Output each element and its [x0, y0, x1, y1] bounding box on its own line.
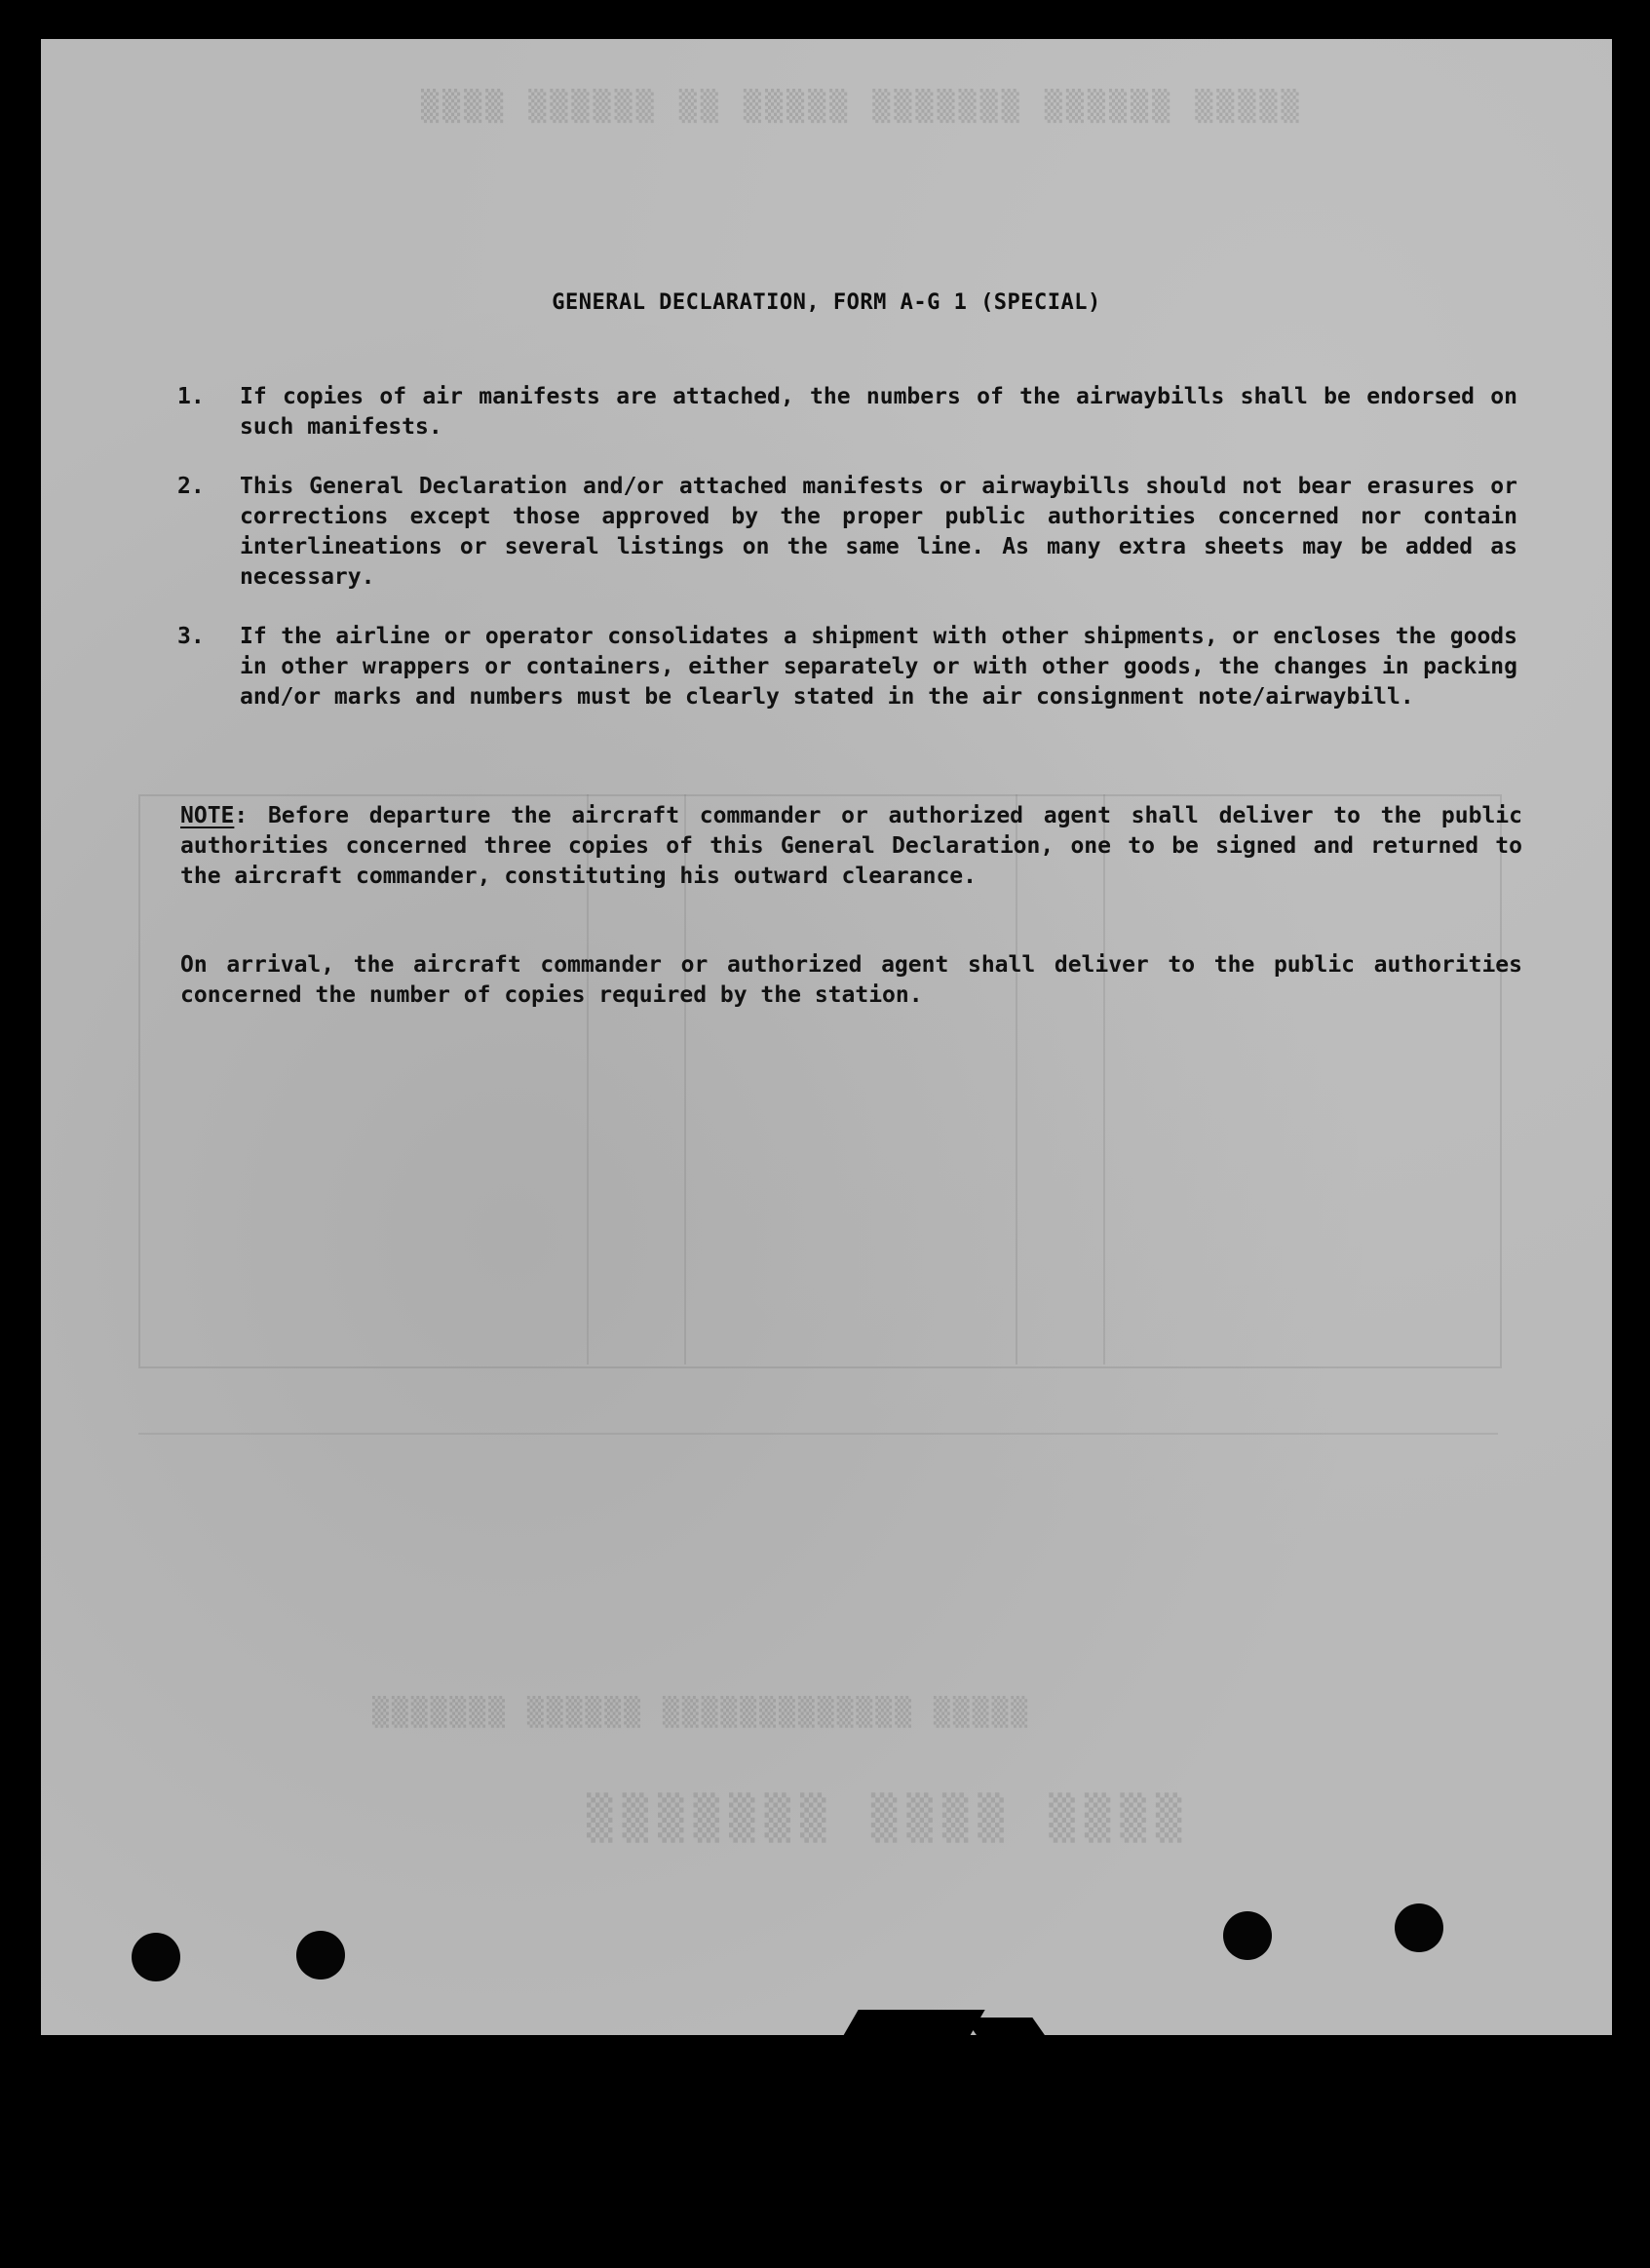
item-text: If copies of air manifests are attached, the numbers of the airwaybills shall be endorsed on such manifests.: [240, 384, 1517, 440]
torn-edge: [841, 2010, 984, 2035]
arrival-paragraph: On arrival, the aircraft commander or authorized agent shall deliver to the public authorities concerned the number of copies required by the station.: [180, 952, 1522, 1008]
bleed-through-text: ▒▒▒▒▒▒▒ ▒▒▒▒▒▒ ▒▒▒▒▒▒▒▒▒▒▒▒▒ ▒▒▒▒▒: [372, 1696, 1031, 1728]
document-page: [41, 39, 1612, 2035]
note-paragraph: [180, 801, 1522, 892]
item-text: If the airline or operator consolidates a shipment with other shipments, or encloses the goods in other wrappers or containers, either separately or with other goods, the changes in packing and/or marks and numbers must be clearly stated in the air consignment note/airwaybill.: [240, 624, 1517, 710]
punch-hole: [1223, 1911, 1272, 1960]
bleed-through-heading: ▒▒▒▒ ▒▒▒▒▒▒ ▒▒ ▒▒▒▒▒ ▒▒▒▒▒▒▒ ▒▒▒▒▒▒ ▒▒▒▒▒: [421, 90, 1303, 124]
item-text: This General Declaration and/or attached manifests or airwaybills should not bear erasures or corrections except those approved by the proper public authorities concerned nor contain interlineations or several listings on the same line. As many extra sheets may be added as necessary.: [240, 474, 1517, 590]
punch-hole: [132, 1933, 180, 1981]
bleed-through-stamp: ▒▒▒▒▒▒▒ ▒▒▒▒ ▒▒▒▒: [587, 1793, 1192, 1843]
instruction-item: [177, 472, 1517, 593]
punch-hole: [296, 1931, 345, 1980]
item-number: 2.: [177, 474, 205, 499]
torn-edge: [964, 2018, 1047, 2035]
item-number: 3.: [177, 624, 205, 649]
form-title: GENERAL DECLARATION, FORM A-G 1 (SPECIAL): [552, 290, 1101, 315]
item-number: 1.: [177, 384, 205, 409]
note-label: NOTE: [180, 803, 235, 828]
punch-hole: [1395, 1903, 1443, 1952]
instruction-item: [177, 622, 1517, 712]
note-text: : Before departure the aircraft commander or authorized agent shall deliver to the public authorities concerned three copies of this General Declaration, one to be signed and returned to the aircraft commander, constituting his outward clearance.: [180, 803, 1522, 889]
bleed-through-line: [138, 1433, 1498, 1435]
instruction-item: [177, 382, 1517, 442]
